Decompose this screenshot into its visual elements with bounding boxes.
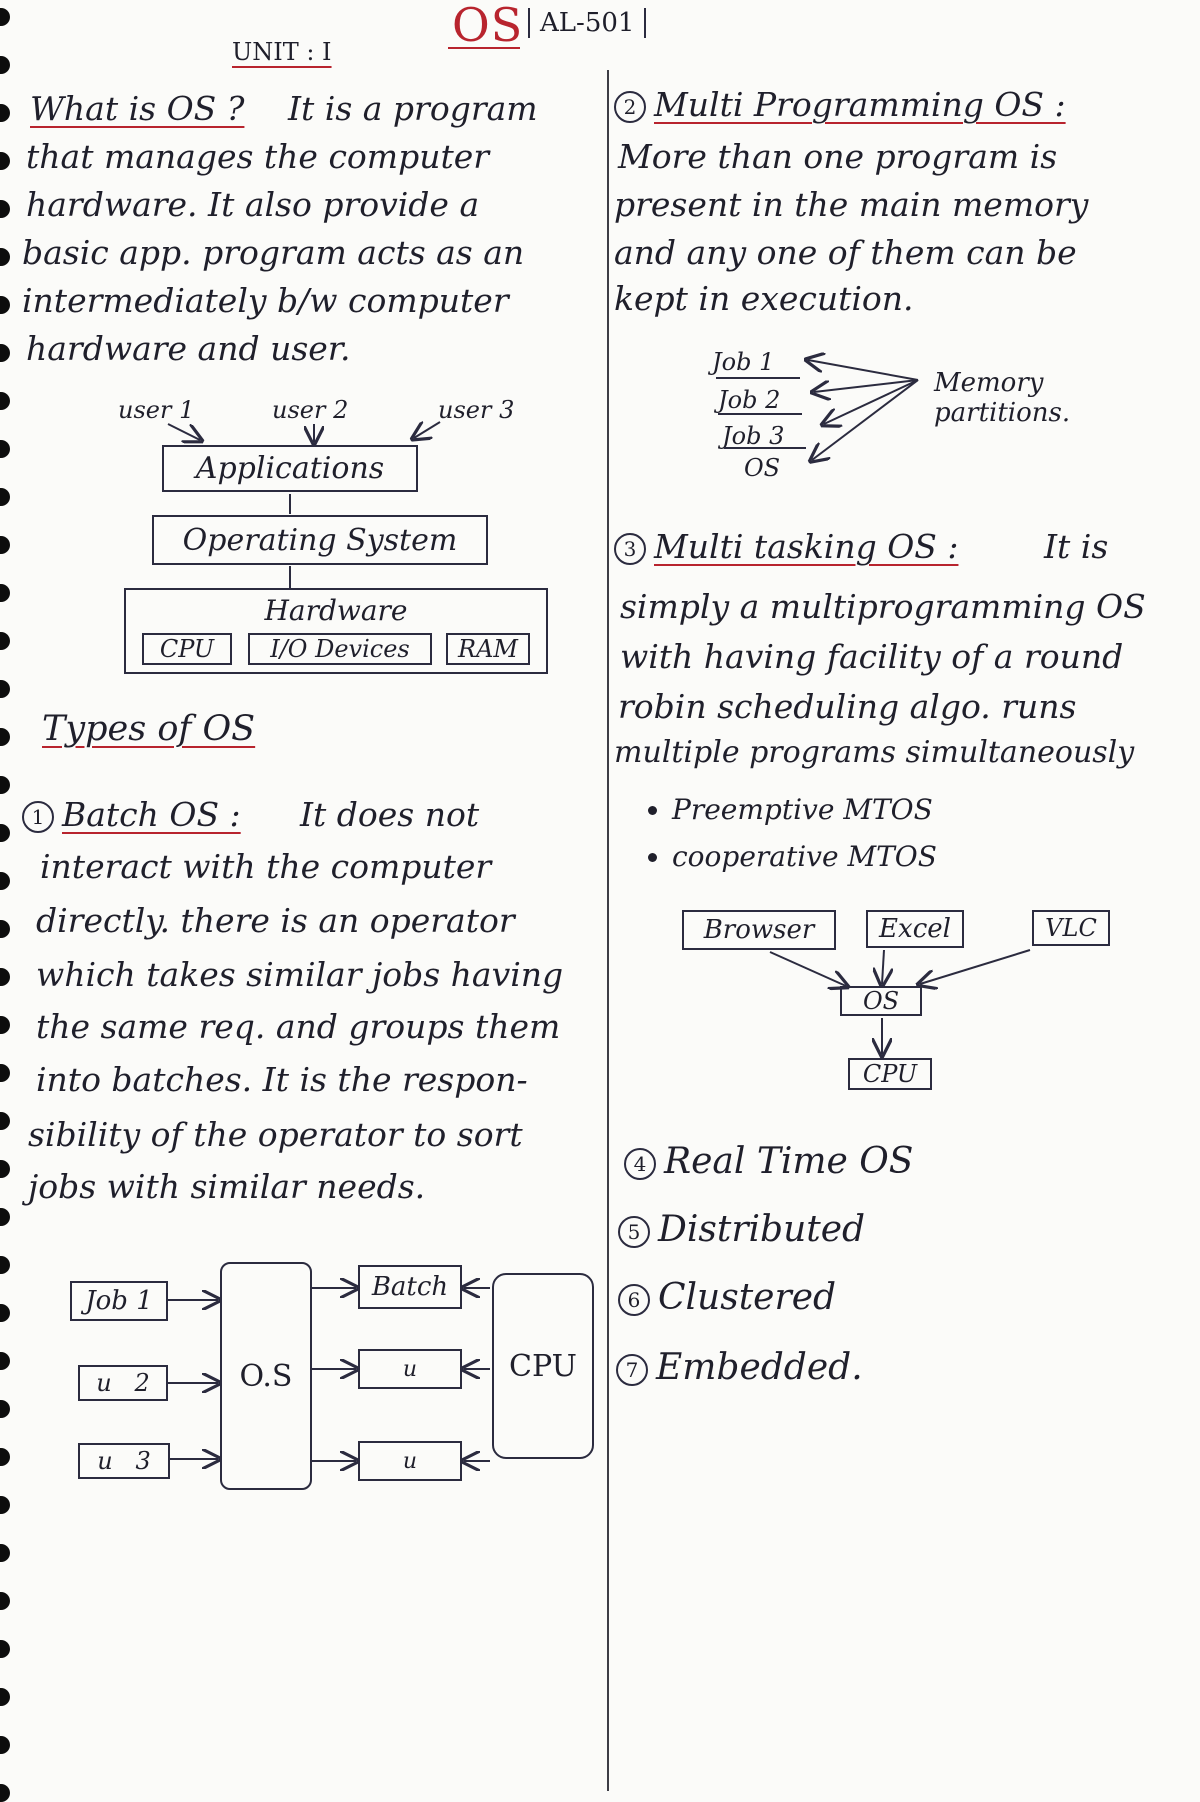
user-label: user 1: [118, 396, 195, 424]
number-badge: 6: [618, 1284, 650, 1316]
multitask-line: multiple programs simultaneously: [614, 735, 1135, 770]
multiprog-line: present in the main memory: [614, 185, 1089, 224]
memory-job: Job 1: [712, 348, 775, 376]
batch-box: u: [358, 1349, 462, 1389]
memory-job: OS: [744, 454, 781, 482]
hardware-label: Hardware: [264, 594, 408, 627]
batch-heading-row: [22, 795, 241, 834]
binding-hole: [0, 920, 10, 938]
io-devices-box: I/O Devices: [248, 633, 432, 665]
batch-line: jobs with similar needs.: [28, 1167, 426, 1206]
number-badge: 3: [614, 533, 646, 565]
os-box: OS: [840, 986, 922, 1016]
course-code: AL-501: [528, 8, 646, 38]
multitask-line: with having facility of a round: [620, 637, 1124, 676]
multiprog-heading: Multi Programming OS :: [654, 85, 1066, 124]
batch-line: It does not: [300, 795, 480, 834]
binding-hole: [0, 872, 10, 890]
intro-line: basic app. program acts as an: [22, 233, 525, 272]
binding-hole: [0, 56, 10, 74]
multitask-line: simply a multiprogramming OS: [620, 587, 1146, 626]
binding-hole: [0, 1208, 10, 1226]
intro-line: hardware and user.: [26, 329, 351, 368]
batch-line: directly. there is an operator: [36, 901, 515, 940]
binding-hole: [0, 584, 10, 602]
binding-hole: [0, 1160, 10, 1178]
binding-hole: [0, 1112, 10, 1130]
binding-hole: [0, 968, 10, 986]
batch-line: interact with the computer: [40, 847, 492, 886]
binding-hole: [0, 1400, 10, 1418]
binding-hole: [0, 344, 10, 362]
binding-hole: [0, 1256, 10, 1274]
memory-job: Job 3: [722, 422, 785, 450]
binding-hole: [0, 680, 10, 698]
binding-hole: [0, 1448, 10, 1466]
intro-line: intermediately b/w computer: [22, 281, 509, 320]
binding-hole: [0, 1304, 10, 1322]
user-label: user 3: [438, 396, 515, 424]
page-title: OS: [452, 0, 524, 52]
job-box: u 2: [78, 1365, 168, 1401]
binding-hole: [0, 728, 10, 746]
batch-box: u: [358, 1441, 462, 1481]
binding-hole: [0, 440, 10, 458]
batch-line: sibility of the operator to sort: [28, 1115, 523, 1154]
intro-line: that manages the computer: [26, 137, 490, 176]
binding-hole: [0, 392, 10, 410]
batch-line: which takes similar jobs having: [36, 955, 564, 994]
multiprog-line: and any one of them can be: [614, 233, 1077, 272]
number-badge: 4: [624, 1148, 656, 1180]
cpu-box: CPU: [848, 1058, 932, 1090]
multitask-heading-row: [614, 527, 959, 566]
batch-box: Batch: [358, 1265, 462, 1309]
cpu-box: CPU: [142, 633, 232, 665]
batch-line: into batches. It is the respon-: [36, 1060, 528, 1099]
multiprog-heading-row: [614, 85, 1066, 124]
binding-hole: [0, 1592, 10, 1610]
bullet: [648, 853, 657, 862]
batch-heading: Batch OS :: [62, 795, 241, 834]
ram-box: RAM: [446, 633, 530, 665]
binding-hole: [0, 1784, 10, 1802]
number-badge: 1: [22, 801, 54, 833]
binding-hole: [0, 1736, 10, 1754]
binding-hole: [0, 1064, 10, 1082]
binding-hole: [0, 632, 10, 650]
binding-hole: [0, 8, 10, 26]
binding-hole: [0, 200, 10, 218]
types-heading: Types of OS: [42, 709, 256, 749]
binding-hole: [0, 1640, 10, 1658]
binding-hole: [0, 1352, 10, 1370]
intro-line: It is a program: [288, 89, 538, 128]
batch-line: the same req. and groups them: [36, 1007, 561, 1046]
bullet-item: cooperative MTOS: [672, 840, 937, 873]
os-layer: Operating System: [152, 515, 488, 565]
os-type-item: 4 Real Time OS: [624, 1144, 913, 1180]
user-label: user 2: [272, 396, 349, 424]
memory-job: Job 2: [718, 386, 781, 414]
binding-hole: [0, 248, 10, 266]
app-box: Browser: [682, 910, 836, 950]
unit-label: UNIT : I: [232, 38, 332, 66]
number-badge: 5: [618, 1216, 650, 1248]
number-badge: 7: [616, 1354, 648, 1386]
binding-hole: [0, 1496, 10, 1514]
binding-hole: [0, 824, 10, 842]
binding-hole: [0, 104, 10, 122]
app-box: Excel: [866, 910, 964, 948]
multitask-line: It is: [1044, 527, 1109, 566]
memory-partitions-label: Memory: [934, 368, 1044, 398]
binding-hole: [0, 1544, 10, 1562]
job-box: u 3: [78, 1443, 170, 1479]
cpu-box: CPU: [492, 1273, 594, 1459]
os-type-item: 6 Clustered: [618, 1280, 836, 1316]
number-badge: 2: [614, 91, 646, 123]
multitask-line: robin scheduling algo. runs: [618, 687, 1077, 726]
os-type-item: 7 Embedded.: [616, 1350, 863, 1386]
memory-partitions-label: partitions.: [934, 398, 1071, 428]
binding-hole: [0, 536, 10, 554]
binding-hole: [0, 296, 10, 314]
binding-hole: [0, 1016, 10, 1034]
binding-hole: [0, 776, 10, 794]
bullet-item: Preemptive MTOS: [672, 793, 933, 826]
binding-hole: [0, 152, 10, 170]
os-type-item: 5 Distributed: [618, 1212, 865, 1248]
bullet: [648, 806, 657, 815]
column-divider: [607, 70, 609, 1791]
spiral-binding: [0, 0, 14, 1791]
multitask-heading: Multi tasking OS :: [654, 527, 959, 566]
intro-line: hardware. It also provide a: [26, 185, 480, 224]
intro-heading: What is OS ?: [30, 89, 245, 128]
multiprog-line: More than one program is: [618, 137, 1058, 176]
os-box: O.S: [220, 1262, 312, 1490]
binding-hole: [0, 488, 10, 506]
multiprog-line: kept in execution.: [614, 279, 914, 318]
binding-hole: [0, 1688, 10, 1706]
applications-layer: Applications: [162, 445, 418, 492]
job-box: Job 1: [70, 1281, 168, 1321]
app-box: VLC: [1032, 910, 1110, 946]
